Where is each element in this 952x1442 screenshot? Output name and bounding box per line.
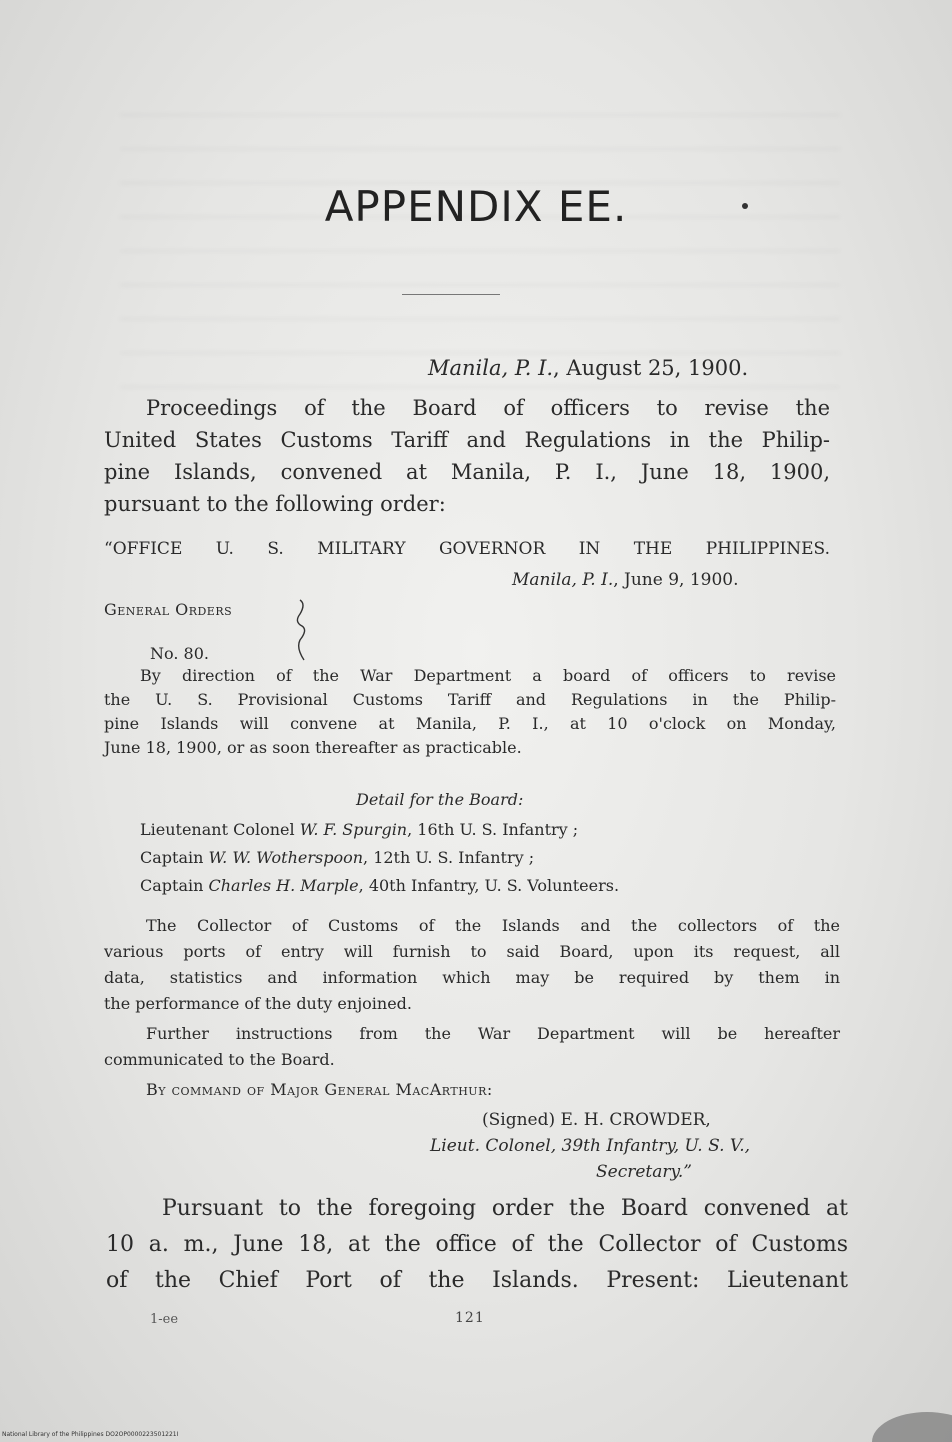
- signature-title: Lieut. Colonel, 39th Infantry, U. S. V.,: [430, 1136, 751, 1156]
- member-3: [140, 874, 619, 898]
- page-number: 121: [455, 1310, 485, 1326]
- member-1-rank: Lieutenant Colonel: [140, 820, 300, 839]
- brace-mark: [296, 596, 320, 664]
- order-para2-line-4: the performance of the duty enjoined.: [104, 994, 412, 1013]
- dateline-place: Manila, P. I.: [428, 356, 554, 380]
- member-1-unit: , 16th U. S. Infantry ;: [407, 820, 579, 839]
- order-para2-line-2: various ports of entry will furnish to said Board, upon its request, all: [104, 942, 840, 961]
- order-number: No. 80.: [150, 644, 209, 663]
- order-para3-line-1: Further instructions from the War Department will be hereafter: [146, 1024, 840, 1043]
- order-para1-line-1: By direction of the War Department a board of officers to revise: [140, 666, 836, 685]
- member-1-name: W. F. Spurgin: [299, 820, 408, 839]
- order-para1-line-3: pine Islands will convene at Manila, P. I., at 10 o'clock on Monday,: [104, 714, 836, 733]
- dateline: [428, 352, 748, 385]
- ink-dot: [742, 203, 748, 209]
- intro-line-2: United States Customs Tariff and Regulations in the Philip-: [104, 428, 830, 452]
- member-2-unit: , 12th U. S. Infantry ;: [363, 848, 535, 867]
- intro-line-3: pine Islands, convened at Manila, P. I., June 18, 1900,: [104, 460, 830, 484]
- order-para1-line-4: June 18, 1900, or as soon thereafter as practicable.: [104, 738, 522, 757]
- signature-secretary: Secretary.”: [596, 1162, 692, 1182]
- order-para1-line-2: the U. S. Provisional Customs Tariff and Regulations in the Philip-: [104, 690, 836, 709]
- corner-shadow: [872, 1412, 952, 1442]
- member-2: [140, 846, 534, 870]
- signed-line: (Signed) E. H. CROWDER,: [482, 1110, 711, 1130]
- order-heading: “OFFICE U. S. MILITARY GOVERNOR IN THE PHILIPPINES.: [104, 539, 830, 559]
- member-2-name: W. W. Wotherspoon: [208, 848, 364, 867]
- closing-line-2: 10 a. m., June 18, at the office of the Collector of Customs: [106, 1232, 848, 1257]
- closing-line-3: of the Chief Port of the Islands. Present: Lieutenant: [106, 1268, 848, 1293]
- member-3-rank: Captain: [140, 876, 209, 895]
- order-para2-line-1: The Collector of Customs of the Islands and the collectors of the: [146, 916, 840, 935]
- command-line: By command of Major General MacArthur:: [146, 1080, 493, 1099]
- general-orders-label: General Orders: [104, 600, 233, 619]
- member-1: [140, 818, 578, 842]
- dateline-date: , August 25, 1900.: [553, 356, 749, 380]
- closing-line-1: Pursuant to the foregoing order the Board convened at: [162, 1196, 848, 1221]
- order-date: , June 9, 1900.: [613, 570, 739, 590]
- scan-stamp: National Library of the Philippines DO2OP0000223501221I: [2, 1431, 179, 1438]
- appendix-title: APPENDIX EE.: [324, 182, 628, 231]
- member-3-name: Charles H. Marple: [208, 876, 359, 895]
- detail-heading: Detail for the Board:: [356, 790, 524, 809]
- order-place: Manila, P. I.: [512, 570, 614, 590]
- title-rule: [402, 294, 500, 295]
- intro-line-4: pursuant to the following order:: [104, 492, 446, 516]
- member-3-unit: , 40th Infantry, U. S. Volunteers.: [358, 876, 620, 895]
- order-para2-line-3: data, statistics and information which may be required by them in: [104, 968, 840, 987]
- intro-line-1: Proceedings of the Board of officers to revise the: [146, 396, 830, 420]
- signature-mark: 1-ee: [150, 1312, 179, 1327]
- member-2-rank: Captain: [140, 848, 209, 867]
- order-dateline: [512, 568, 739, 592]
- order-para3-line-2: communicated to the Board.: [104, 1050, 335, 1069]
